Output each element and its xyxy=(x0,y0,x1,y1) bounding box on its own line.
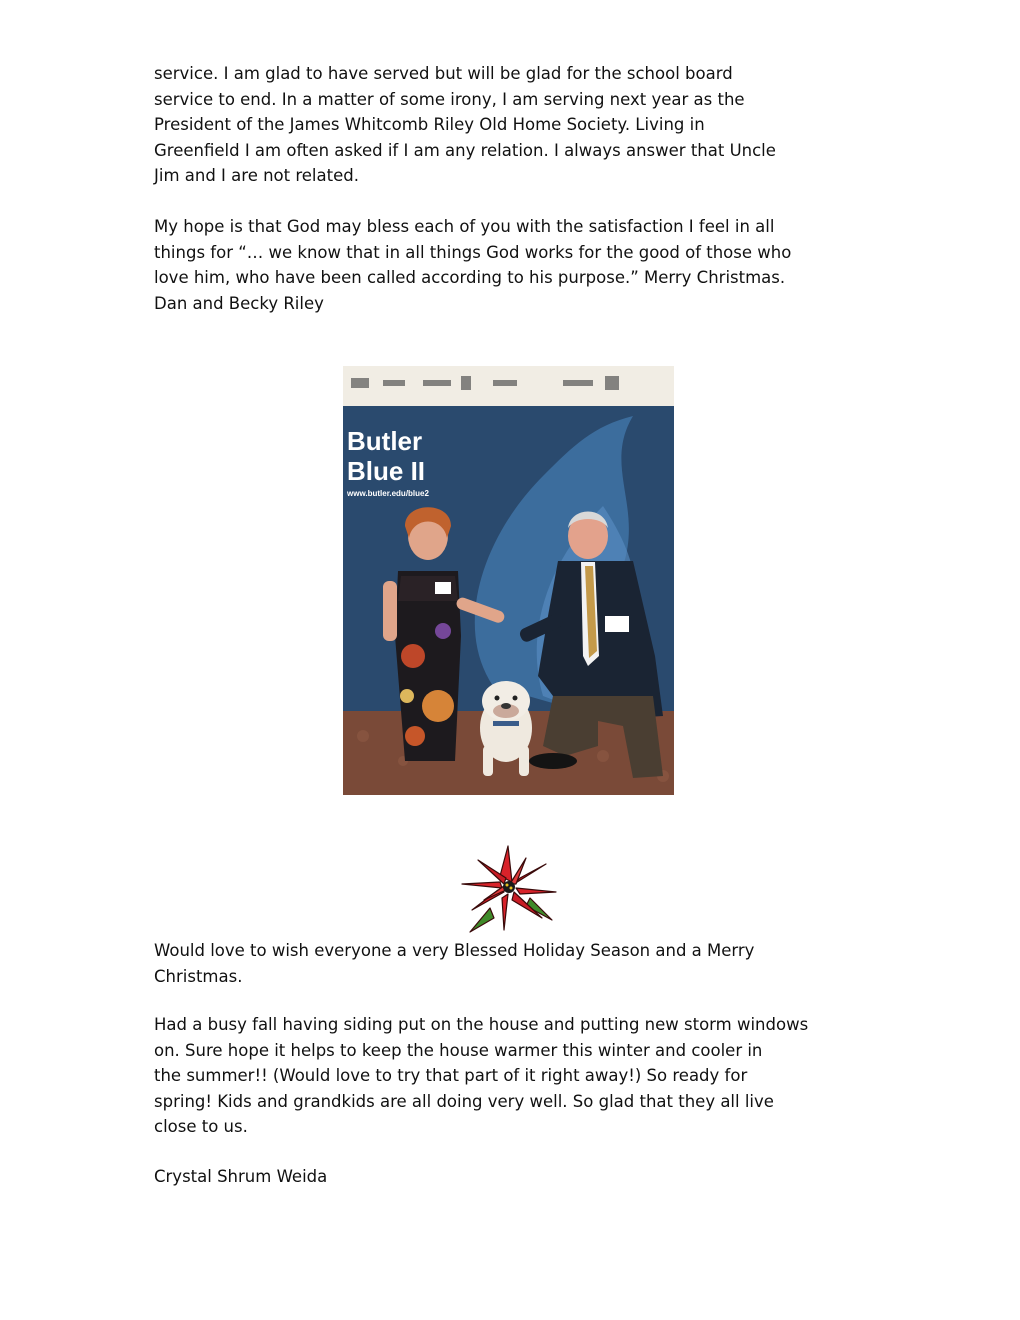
text-line: service. I am glad to have served but will be glad for the school board xyxy=(154,64,733,83)
text-line: Jim and I are not related. xyxy=(154,166,359,186)
letter2-signature xyxy=(154,1164,874,1190)
text-line: My hope is that God may bless each of you with the satisfaction I feel in all xyxy=(154,217,775,236)
text-line: Greenfield I am often asked if I am any relation. I always answer that Uncle xyxy=(154,140,776,160)
bulldog-figure xyxy=(480,681,532,776)
text-line: the summer!! (Would love to try that part of it right away!) So ready for xyxy=(154,1066,748,1086)
text-line: things for “… we know that in all things God works for the good of those who xyxy=(154,242,792,262)
signature-weida: Crystal Shrum Weida xyxy=(154,1167,328,1186)
banner-url: www.butler.edu/blue2 xyxy=(347,489,429,498)
letter1-closing-paragraph xyxy=(154,214,874,316)
poinsettia-icon xyxy=(460,844,558,938)
text-line: Christmas. xyxy=(154,966,243,986)
letter1-intro-paragraph xyxy=(154,61,874,189)
text-line: love him, who have been called according to his purpose.” Merry Christmas. xyxy=(154,268,786,288)
text-line: close to us. xyxy=(154,1117,248,1137)
letter2-greeting-paragraph xyxy=(154,938,874,989)
banner-title-line2: Blue II xyxy=(347,456,426,486)
text-line: Would love to wish everyone a very Blessed Holiday Season and a Merry xyxy=(154,941,755,960)
photo-couple-with-bulldog xyxy=(343,366,674,795)
text-line: President of the James Whitcomb Riley Old Home Society. Living in xyxy=(154,115,705,135)
text-line: spring! Kids and grandkids are all doing very well. So glad that they all live xyxy=(154,1091,774,1111)
text-line: on. Sure hope it helps to keep the house warmer this winter and cooler in xyxy=(154,1040,763,1060)
text-line: Had a busy fall having siding put on the house and putting new storm windows xyxy=(154,1015,809,1034)
signature-riley: Dan and Becky Riley xyxy=(154,293,324,313)
letter2-body-paragraph xyxy=(154,1012,874,1140)
banner-title-line1: Butler xyxy=(347,426,423,456)
text-line: service to end. In a matter of some irony, I am serving next year as the xyxy=(154,89,745,109)
